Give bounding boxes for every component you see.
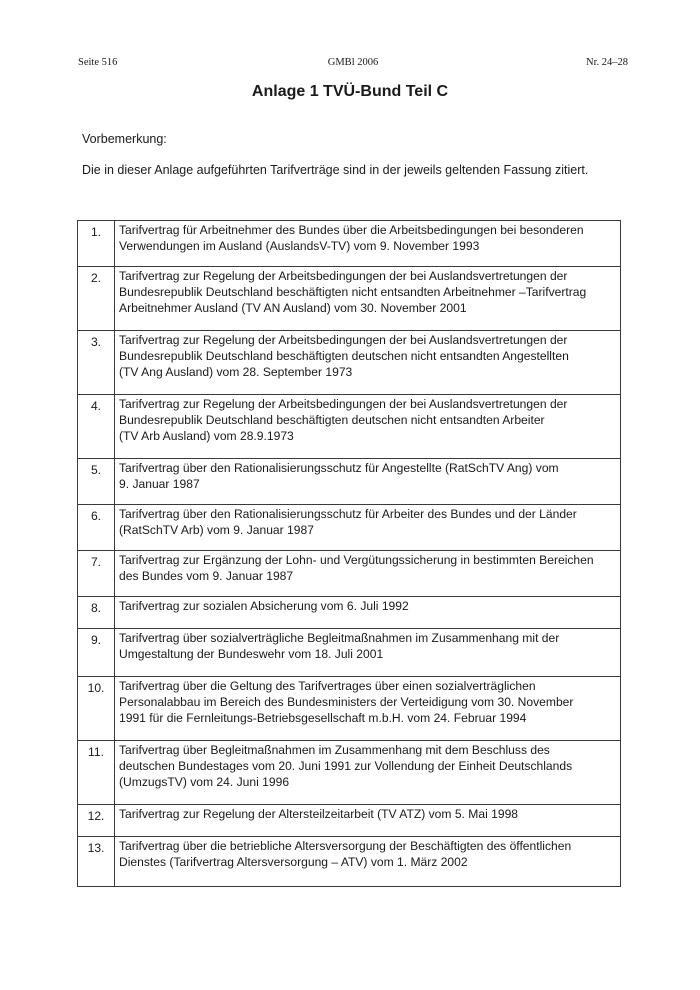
table-row (78, 505, 621, 551)
item-number: 13. (78, 837, 115, 887)
table-row (78, 331, 621, 395)
item-text-line: (TV Arb Ausland) vom 28.9.1973 (119, 429, 294, 443)
item-text-line: Verwendungen im Ausland (AuslandsV-TV) vom 9. November 1993 (119, 239, 480, 253)
item-text-line: 1991 für die Fernleitungs-Betriebsgesellschaft m.b.H. vom 24. Februar 1994 (119, 711, 527, 725)
item-text-line: deutschen Bundestages vom 20. Juni 1991 zur Vollendung der Einheit Deutschlands (119, 759, 573, 773)
page-number: Seite 516 (78, 57, 118, 68)
item-text-line: (UmzugsTV) vom 24. Juni 1996 (119, 775, 290, 789)
item-text-line: des Bundes vom 9. Januar 1987 (119, 569, 294, 583)
item-text (115, 331, 621, 395)
item-number: 3. (78, 331, 115, 395)
document-title: Anlage 1 TVÜ-Bund Teil C (251, 83, 449, 100)
item-text-line: Umgestaltung der Bundeswehr vom 18. Juli 2001 (119, 647, 384, 661)
item-text-line: Tarifvertrag über sozialverträgliche Begleitmaßnahmen im Zusammenhang mit der (119, 631, 560, 645)
item-text (115, 267, 621, 331)
item-number: 6. (78, 505, 115, 551)
item-text-line: Personalabbau im Bereich des Bundesministers der Verteidigung vom 30. November (119, 695, 574, 709)
table-row (78, 221, 621, 267)
item-number: 4. (78, 395, 115, 459)
item-text-line: Tarifvertrag zur Regelung der Arbeitsbedingungen der bei Auslandsvertretungen der (119, 333, 568, 347)
item-text (115, 395, 621, 459)
item-number: 11. (78, 741, 115, 805)
table-row (78, 629, 621, 677)
item-text-line: 9. Januar 1987 (119, 477, 200, 491)
item-number: 8. (78, 597, 115, 629)
item-text-line: (TV Ang Ausland) vom 28. September 1973 (119, 365, 353, 379)
contracts-table-body (78, 221, 621, 887)
item-text (115, 805, 621, 837)
item-number: 5. (78, 459, 115, 505)
item-text-line: Bundesrepublik Deutschland beschäftigten deutschen nicht entsandten Arbeiter (119, 413, 545, 427)
table-row (78, 597, 621, 629)
table-row (78, 395, 621, 459)
item-number: 10. (78, 677, 115, 741)
item-number: 12. (78, 805, 115, 837)
item-text-line: (RatSchTV Arb) vom 9. Januar 1987 (119, 523, 314, 537)
item-number: 7. (78, 551, 115, 597)
issue-number: Nr. 24–28 (586, 57, 628, 68)
item-number: 1. (78, 221, 115, 267)
item-text-line: Tarifvertrag über den Rationalisierungsschutz für Angestellte (RatSchTV Ang) vom (119, 461, 559, 475)
intro-text: Die in dieser Anlage aufgeführten Tarifverträge sind in der jeweils geltenden Fassung zitiert. (82, 163, 589, 177)
item-text-line: Bundesrepublik Deutschland beschäftigten nicht entsandten Arbeitnehmer –Tarifvertrag (119, 285, 587, 299)
item-text (115, 741, 621, 805)
item-text-line: Tarifvertrag zur Regelung der Arbeitsbedingungen der bei Auslandsvertretungen der (119, 269, 568, 283)
item-text (115, 677, 621, 741)
contracts-table (77, 220, 621, 887)
journal-name: GMBl 2006 (327, 57, 379, 68)
item-number: 9. (78, 629, 115, 677)
item-text-line: Tarifvertrag zur Regelung der Altersteilzeitarbeit (TV ATZ) vom 5. Mai 1998 (119, 807, 519, 821)
table-row (78, 459, 621, 505)
item-text-line: Tarifvertrag für Arbeitnehmer des Bundes über die Arbeitsbedingungen bei besonderen (119, 223, 584, 237)
item-text-line: Tarifvertrag über die Geltung des Tarifvertrages über einen sozialverträglichen (119, 679, 536, 693)
item-text (115, 551, 621, 597)
item-text (115, 597, 621, 629)
table-row (78, 805, 621, 837)
page-header (78, 57, 628, 71)
item-text-line: Tarifvertrag über die betriebliche Altersversorgung der Beschäftigten des öffentlichen (119, 839, 572, 853)
table-row (78, 677, 621, 741)
item-text-line: Dienstes (Tarifvertrag Altersversorgung – ATV) vom 1. März 2002 (119, 855, 468, 869)
item-text-line: Bundesrepublik Deutschland beschäftigten deutschen nicht entsandten Angestellten (119, 349, 569, 363)
table-row (78, 741, 621, 805)
item-text (115, 505, 621, 551)
item-text-line: Tarifvertrag zur Ergänzung der Lohn- und Vergütungssicherung in bestimmten Bereichen (119, 553, 594, 567)
table-row (78, 837, 621, 887)
item-text-line: Tarifvertrag über Begleitmaßnahmen im Zusammenhang mit dem Beschluss des (119, 743, 550, 757)
item-text-line: Tarifvertrag zur Regelung der Arbeitsbedingungen der bei Auslandsvertretungen der (119, 397, 568, 411)
item-text (115, 459, 621, 505)
item-number: 2. (78, 267, 115, 331)
item-text (115, 221, 621, 267)
item-text (115, 629, 621, 677)
item-text (115, 837, 621, 887)
table-row (78, 551, 621, 597)
item-text-line: Tarifvertrag zur sozialen Absicherung vom 6. Juli 1992 (119, 599, 409, 613)
item-text-line: Arbeitnehmer Ausland (TV AN Ausland) vom 30. November 2001 (119, 301, 467, 315)
preliminary-label: Vorbemerkung: (82, 132, 167, 146)
table-row (78, 267, 621, 331)
item-text-line: Tarifvertrag über den Rationalisierungsschutz für Arbeiter des Bundes und der Länder (119, 507, 577, 521)
